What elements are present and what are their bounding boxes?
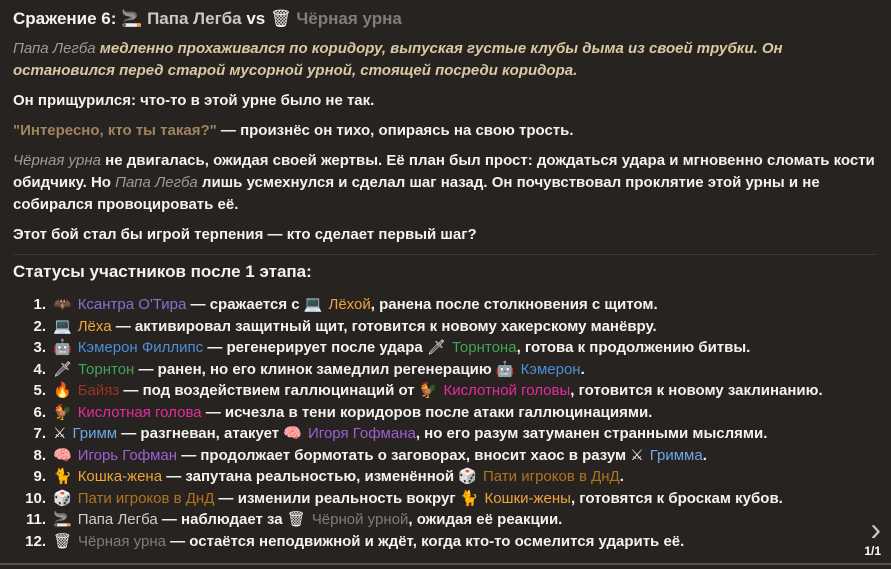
section-divider — [13, 254, 877, 255]
dagger-icon: 🗡 — [53, 359, 73, 378]
list-item — [13, 466, 877, 488]
list-item — [13, 423, 877, 445]
laptop-icon: 💻 — [53, 316, 72, 335]
list-item-number: 9. — [33, 468, 46, 485]
list-item-number: 2. — [33, 317, 46, 335]
laptop-icon: 💻 — [303, 295, 323, 313]
list-item-number: 3. — [33, 339, 46, 356]
status-text: — запутана реальностью, изменённой — [162, 468, 459, 485]
list-item — [13, 488, 877, 510]
list-item — [13, 445, 877, 467]
bat-icon: 🦇 — [53, 295, 72, 313]
status-text: . — [702, 446, 707, 464]
list-item — [13, 509, 877, 531]
battle-title-label: Сражение 6: — [13, 9, 117, 28]
character-name[interactable]: Пати игроков в ДнД — [77, 489, 215, 507]
fighter2-name[interactable]: Чёрная урна — [296, 9, 402, 28]
status-text: — исчезла в тени коридоров после атаки галлюцинациями. — [201, 403, 653, 421]
list-item-number: 4. — [33, 360, 46, 378]
character-name[interactable]: Ксантра О'Тира — [77, 296, 187, 313]
list-item-number: 7. — [33, 425, 46, 442]
list-item-number: 8. — [33, 446, 46, 464]
status-text: , ожидая её реакции. — [408, 511, 563, 528]
character-name[interactable]: Лёха — [77, 317, 112, 335]
narrative-text: лишь усмехнулся и сделал шаг назад. Он почувствовал проклятие этой урны и не собирался провоцировать её. — [13, 174, 820, 213]
status-text: — наблюдает за — [157, 511, 287, 528]
character-name[interactable]: Байяз — [77, 382, 120, 399]
narrative-text: не двигалась, ожидая своей жертвы. Её план был прост: дождаться удара и мгновенно сломать кости обидчику. Но — [13, 152, 875, 191]
status-text: — изменили реальность вокруг — [214, 489, 460, 507]
rooster-icon: 🐓 — [418, 381, 438, 399]
list-item-number: 12. — [25, 532, 46, 550]
character-name[interactable]: Папа Легба — [77, 511, 158, 528]
status-text: — активировал защитный щит, готовится к новому хакерскому манёвру. — [111, 317, 657, 335]
character-mention[interactable]: Игоря Гофмана — [308, 425, 416, 442]
narrative-paragraph-4 — [13, 150, 877, 216]
wastebasket-icon: 🗑 — [270, 9, 292, 29]
list-item-number: 11. — [25, 511, 46, 528]
character-name[interactable]: Игорь Гофман — [77, 446, 178, 464]
brain-icon: 🧠 — [283, 424, 303, 442]
status-text: — продолжает бормотать о заговорах, вносит хаос в разум — [177, 446, 631, 464]
statuses-heading: Статусы участников после 1 этапа: — [13, 262, 312, 281]
status-text: . — [580, 360, 585, 378]
character-name[interactable]: Гримм — [72, 425, 118, 442]
fire-icon: 🔥 — [53, 381, 72, 399]
vs-label: vs — [246, 9, 266, 28]
cat-icon: 🐈 — [53, 467, 72, 485]
character-mention[interactable]: Кэмерон — [520, 360, 581, 378]
list-item-number: 6. — [33, 403, 46, 421]
character-name[interactable]: Чёрная урна — [78, 532, 166, 550]
robot-icon: 🤖 — [495, 359, 515, 378]
status-text: — сражается с — [186, 296, 304, 313]
cat-icon: 🐈 — [459, 488, 479, 507]
status-text: — остаётся неподвижной и ждёт, когда кто-то осмелится ударить её. — [165, 532, 685, 550]
rooster-icon: 🐓 — [53, 402, 72, 421]
dagger-icon: 🗡 — [426, 338, 446, 356]
crossed-swords-icon: ⚔ — [630, 445, 644, 464]
character-name[interactable]: Кошка-жена — [77, 468, 163, 485]
list-item-number: 5. — [33, 382, 46, 399]
list-item — [13, 359, 877, 381]
status-text: , готовятся к броскам кубов. — [570, 489, 783, 507]
status-text: — регенерирует после удара — [203, 339, 427, 356]
character-name[interactable]: Кэмерон Филлипс — [77, 339, 204, 356]
status-text: — ранен, но его клинок замедлил регенерацию — [134, 360, 496, 378]
page-indicator: 1/1 — [864, 544, 881, 558]
character-name[interactable]: Торнтон — [78, 360, 135, 378]
character-mention[interactable]: Чёрная урна — [13, 152, 102, 169]
status-text: , готовится к новому заклинанию. — [570, 382, 823, 399]
status-text: , ранена после столкновения с щитом. — [370, 296, 658, 313]
status-list — [13, 294, 877, 552]
character-mention[interactable]: Пати игроков в ДнД — [483, 468, 620, 485]
status-text: , готова к продолжению битвы. — [516, 339, 751, 356]
pager — [864, 511, 881, 560]
status-text: . — [619, 468, 624, 485]
cigarette-icon: 🚬 — [121, 9, 143, 29]
character-name[interactable]: Кислотная голова — [77, 403, 202, 421]
character-mention[interactable]: Гримма — [649, 446, 703, 464]
list-item-number: 1. — [33, 296, 46, 313]
status-text: , но его разум затуманен странными мыслями. — [415, 425, 768, 442]
status-text: — под воздействием галлюцинаций от — [119, 382, 419, 399]
narrative-paragraph-2: Он прищурился: что-то в этой урне было не так. — [13, 92, 375, 109]
character-mention[interactable]: Кошки-жены — [484, 489, 571, 507]
narrative-paragraph-5: Этот бой стал бы игрой терпения — кто сделает первый шаг? — [13, 226, 477, 243]
character-mention[interactable]: Торнтона — [451, 339, 517, 356]
next-page-button[interactable]: › — [870, 511, 881, 547]
wastebasket-icon: 🗑 — [53, 531, 73, 550]
wastebasket-icon: 🗑 — [286, 510, 306, 528]
character-mention[interactable]: Чёрной урной — [311, 511, 409, 528]
robot-icon: 🤖 — [53, 338, 72, 356]
quote-text: "Интересно, кто ты такая?" — [13, 122, 217, 139]
die-icon: 🎲 — [458, 467, 478, 485]
bottom-divider — [0, 563, 891, 565]
character-mention[interactable]: Кислотной головы — [443, 382, 571, 399]
status-text: — разгневан, атакует — [117, 425, 284, 442]
battle-title — [13, 8, 877, 30]
die-icon: 🎲 — [53, 488, 72, 507]
fighter1-name[interactable]: Папа Легба — [147, 9, 242, 28]
cigarette-icon: 🚬 — [53, 510, 72, 528]
crossed-swords-icon: ⚔ — [53, 424, 67, 442]
narrative-paragraph-1 — [13, 38, 877, 82]
narrative-text: медленно прохаживался по коридору, выпуская густые клубы дыма из своей трубки. Он остановился перед старой мусорной урной, стоящей посреди коридора. — [13, 40, 783, 79]
list-item — [13, 316, 877, 338]
narrative-paragraph-3 — [13, 120, 877, 142]
list-item — [13, 294, 877, 316]
character-mention[interactable]: Папа Легба — [13, 40, 96, 57]
list-item — [13, 337, 877, 359]
list-item — [13, 531, 877, 553]
narrative-text: — произнёс он тихо, опираясь на свою трость. — [216, 122, 574, 139]
character-mention[interactable]: Лёхой — [328, 296, 371, 313]
character-mention[interactable]: Папа Легба — [115, 174, 198, 191]
list-item-number: 10. — [25, 489, 46, 507]
list-item — [13, 380, 877, 402]
list-item — [13, 402, 877, 424]
brain-icon: 🧠 — [53, 445, 72, 464]
